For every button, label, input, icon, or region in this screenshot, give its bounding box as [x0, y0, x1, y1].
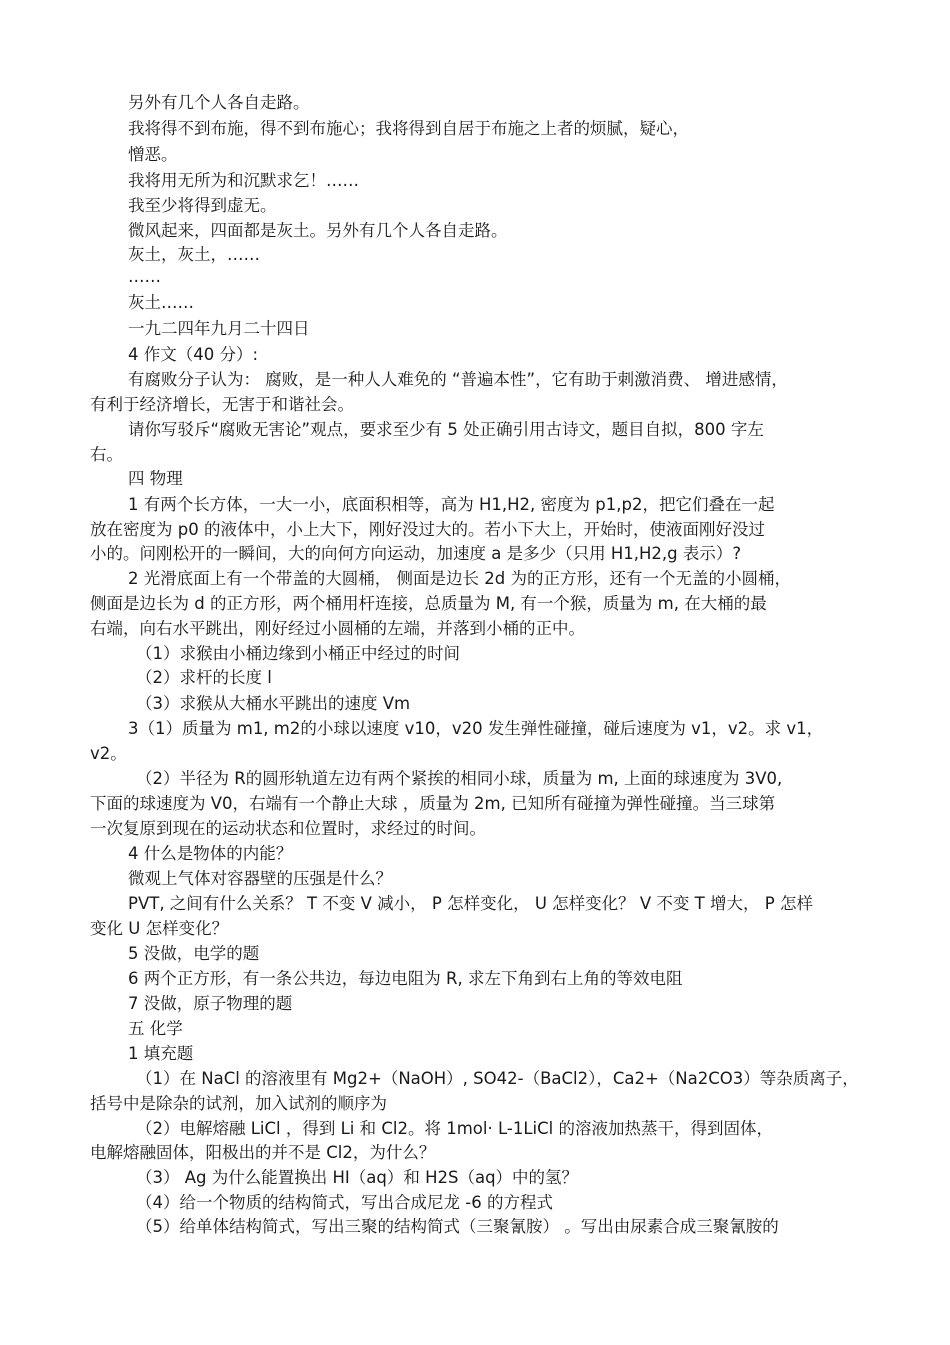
- text-line: 请你写驳斥“腐败无害论”观点，要求至少有 5 处正确引用古诗文，题目自拟，800 字左: [128, 420, 764, 439]
- text-line: （5）给单体结构简式，写出三聚的结构简式（三聚氰胺） 。写出由尿素合成三聚氰胺的: [136, 1217, 779, 1236]
- text-line: 4 什么是物体的内能？: [128, 844, 293, 863]
- text-line: 7 没做，原子物理的题: [128, 994, 293, 1013]
- text-line: 我将得不到布施，得不到布施心；我将得到自居于布施之上者的烦腻，疑心，: [128, 119, 689, 138]
- text-line: 6 两个正方形，有一条公共边，每边电阻为 R, 求左下角到右上角的等效电阻: [128, 969, 683, 988]
- text-line: 灰土……: [128, 293, 194, 312]
- text-line: 1 有两个长方体，一大一小，底面积相等，高为 H1,H2, 密度为 p1,p2，把它们叠在一起: [128, 495, 775, 514]
- text-line: （2）半径为 R的圆形轨道左边有两个紧挨的相同小球，质量为 m, 上面的球速度为 3V0,: [136, 769, 783, 788]
- text-line: 憎恶。: [128, 145, 178, 164]
- text-line: 右。: [90, 445, 123, 464]
- text-line: 小的。问刚松开的一瞬间，大的向何方向运动，加速度 a 是多少（只用 H1,H2,g 表示）?: [90, 544, 742, 563]
- text-line: （4）给一个物质的结构简式，写出合成尼龙 -6 的方程式: [136, 1193, 553, 1212]
- text-line: 微观上气体对容器壁的压强是什么？: [128, 869, 392, 888]
- text-line: 微风起来，四面都是灰土。另外有几个人各自走路。: [128, 221, 508, 240]
- text-line: 有利于经济增长，无害于和谐社会。: [90, 395, 354, 414]
- text-line: （1）在 NaCl 的溶液里有 Mg2+（NaOH）, SO42-（BaCl2），Ca2+（Na2CO3）等杂质离子，: [136, 1069, 859, 1088]
- section-heading: 五 化学: [128, 1019, 183, 1038]
- text-line: 变化 U 怎样变化？: [90, 919, 229, 938]
- text-line: PVT, 之间有什么关系？ T 不变 V 减小， P 怎样变化， U 怎样变化？ V 不变 T 增大， P 怎样: [128, 894, 813, 913]
- text-line: （2）求杆的长度 l: [136, 668, 272, 687]
- text-line: 一次复原到现在的运动状态和位置时，求经过的时间。: [90, 819, 486, 838]
- text-line: （3） Ag 为什么能置换出 HI（aq）和 H2S（aq）中的氢？: [136, 1168, 579, 1187]
- text-line: 1 填充题: [128, 1044, 194, 1063]
- text-line: 3（1）质量为 m1, m2的小球以速度 v10，v20 发生弹性碰撞，碰后速度为 v1，v2。求 v1，: [128, 719, 824, 738]
- section-heading: 四 物理: [128, 469, 183, 488]
- text-line: （2）电解熔融 LiCl ，得到 Li 和 Cl2。将 1mol· L-1LiCl 的溶液加热蒸干，得到固体，: [136, 1119, 773, 1138]
- text-line: v2。: [90, 744, 127, 763]
- text-line: 我将用无所为和沉默求乞！……: [128, 171, 359, 190]
- text-line: 括号中是除杂的试剂，加入试剂的顺序为: [90, 1094, 387, 1113]
- text-line: 右端，向右水平跳出，刚好经过小圆桶的左端，并落到小桶的正中。: [90, 619, 585, 638]
- text-line: 一九二四年九月二十四日: [128, 319, 310, 338]
- text-line: （1）求猴由小桶边缘到小桶正中经过的时间: [136, 644, 460, 663]
- text-line: （3）求猴从大桶水平跳出的速度 Vm: [136, 694, 411, 713]
- text-line: 下面的球速度为 V0，右端有一个静止大球 ，质量为 2m, 已知所有碰撞为弹性碰撞。当三球第: [90, 794, 776, 813]
- text-line: 5 没做，电学的题: [128, 944, 260, 963]
- text-line: 电解熔融固体，阳极出的并不是 Cl2，为什么？: [90, 1143, 436, 1162]
- text-line: 灰土，灰土，……: [128, 245, 260, 264]
- text-line: 我至少将得到虚无。: [128, 196, 277, 215]
- text-line: 侧面是边长为 d 的正方形，两个桶用杆连接，总质量为 M, 有一个猴，质量为 m, 在大桶的最: [90, 594, 767, 613]
- text-line: 放在密度为 p0 的液体中，小上大下，刚好没过大的。若小下大上，开始时，使液面刚好没过: [90, 520, 765, 539]
- text-line: ……: [128, 267, 161, 286]
- text-line: 2 光滑底面上有一个带盖的大圆桶， 侧面是边长 2d 为的正方形，还有一个无盖的小圆桶，: [128, 569, 791, 588]
- section-heading: 4 作文（40 分）:: [128, 345, 259, 364]
- text-line: 另外有几个人各自走路。: [128, 93, 310, 112]
- text-line: 有腐败分子认为： 腐败，是一种人人难免的 “普遍本性”，它有助于刺激消费、 增进感情，: [128, 370, 788, 389]
